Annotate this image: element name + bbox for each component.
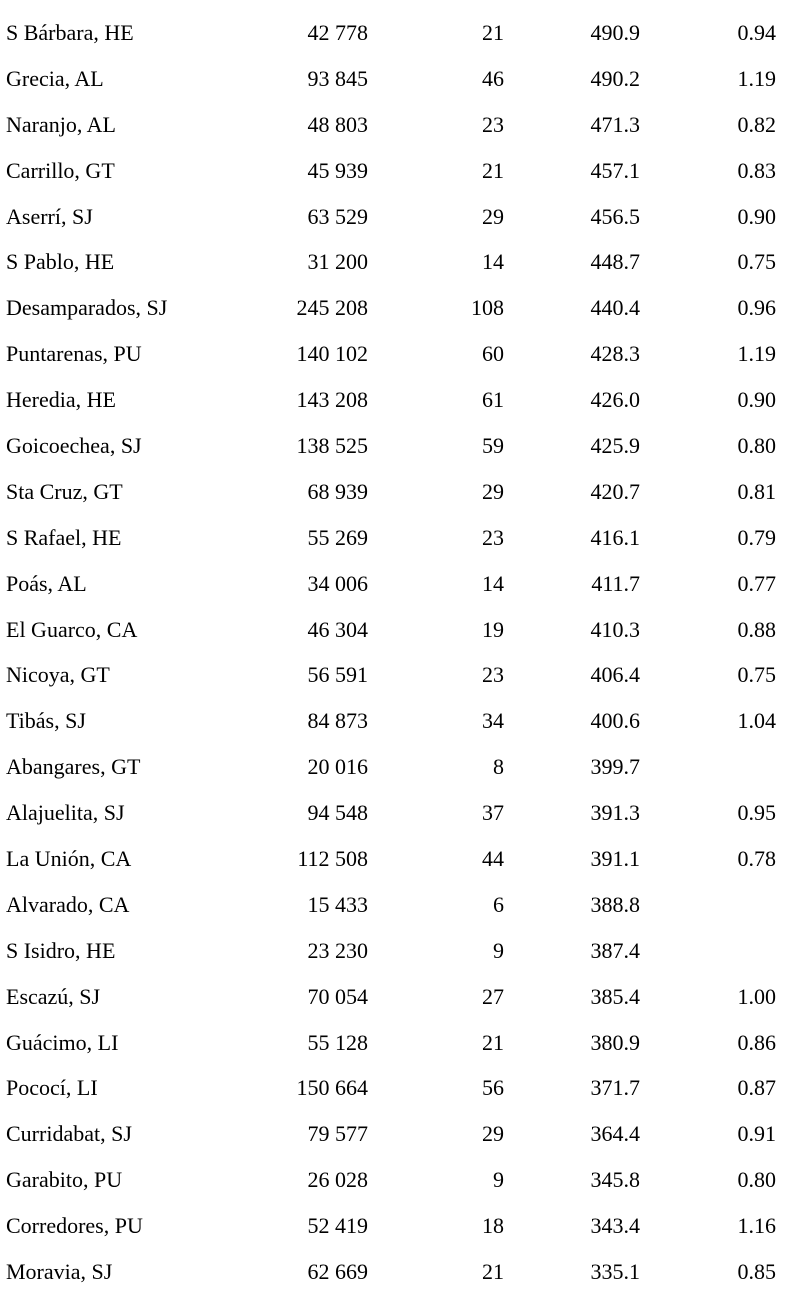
place-cell: S Rafael, HE	[6, 524, 122, 550]
table-row	[0, 1157, 802, 1203]
ratio-cell: 0.77	[737, 570, 776, 596]
ratio-cell: 0.83	[737, 157, 776, 183]
rate-cell: 471.3	[590, 111, 640, 137]
place-cell: Goicoechea, SJ	[6, 433, 142, 459]
place-cell: Moravia, SJ	[6, 1259, 113, 1285]
population-cell: 45 939	[307, 157, 368, 183]
table-row	[0, 1111, 802, 1157]
rate-cell: 410.3	[590, 616, 640, 642]
population-cell: 70 054	[307, 983, 368, 1009]
population-cell: 79 577	[307, 1121, 368, 1147]
ratio-cell: 0.95	[737, 800, 776, 826]
place-cell: S Bárbara, HE	[6, 20, 134, 45]
place-cell: Guácimo, LI	[6, 1029, 119, 1055]
population-cell: 93 845	[307, 65, 368, 91]
count-cell: 23	[482, 662, 504, 688]
population-cell: 140 102	[296, 341, 368, 367]
table-row	[0, 10, 802, 56]
count-cell: 21	[482, 157, 504, 183]
place-cell: Desamparados, SJ	[6, 295, 168, 321]
count-cell: 8	[493, 754, 504, 780]
count-cell: 37	[482, 800, 504, 826]
count-cell: 21	[482, 20, 504, 45]
count-cell: 56	[482, 1075, 504, 1101]
place-cell: La Unión, CA	[6, 846, 132, 872]
rate-cell: 448.7	[590, 249, 640, 275]
ratio-cell: 0.96	[737, 295, 776, 321]
place-cell: Garabito, PU	[6, 1167, 123, 1193]
place-cell: Tibás, SJ	[6, 708, 86, 734]
population-cell: 63 529	[307, 203, 368, 229]
place-cell: Grecia, AL	[6, 65, 104, 91]
table-row	[0, 285, 802, 331]
table-row	[0, 974, 802, 1020]
count-cell: 29	[482, 1121, 504, 1147]
population-cell: 55 269	[307, 524, 368, 550]
count-cell: 29	[482, 478, 504, 504]
rate-cell: 490.2	[590, 65, 640, 91]
ratio-cell: 0.90	[737, 203, 776, 229]
rate-cell: 335.1	[590, 1259, 640, 1285]
table-row	[0, 698, 802, 744]
rate-cell: 428.3	[590, 341, 640, 367]
population-cell: 26 028	[307, 1167, 368, 1193]
population-cell: 138 525	[296, 433, 368, 459]
table-row	[0, 607, 802, 653]
count-cell: 46	[482, 65, 504, 91]
ratio-cell: 0.94	[737, 20, 776, 45]
place-cell: Nicoya, GT	[6, 662, 110, 688]
rate-cell: 416.1	[590, 524, 640, 550]
count-cell: 44	[482, 846, 504, 872]
population-cell: 112 508	[297, 846, 368, 872]
rate-cell: 490.9	[590, 20, 640, 45]
population-cell: 245 208	[296, 295, 368, 321]
place-cell: Sta Cruz, GT	[6, 478, 123, 504]
table-row	[0, 1065, 802, 1111]
rate-cell: 457.1	[590, 157, 640, 183]
place-cell: Naranjo, AL	[6, 111, 116, 137]
rate-cell: 391.3	[590, 800, 640, 826]
count-cell: 23	[482, 524, 504, 550]
population-cell: 56 591	[307, 662, 368, 688]
ratio-cell: 1.19	[737, 65, 776, 91]
count-cell: 14	[482, 570, 504, 596]
population-cell: 42 778	[307, 20, 368, 45]
rate-cell: 426.0	[590, 387, 640, 413]
ratio-cell: 0.80	[737, 433, 776, 459]
population-cell: 20 016	[307, 754, 368, 780]
population-cell: 68 939	[307, 478, 368, 504]
rate-cell: 406.4	[590, 662, 640, 688]
table-row	[0, 239, 802, 285]
population-cell: 46 304	[307, 616, 368, 642]
count-cell: 21	[482, 1029, 504, 1055]
ratio-cell: 1.04	[737, 708, 776, 734]
table-row	[0, 331, 802, 377]
population-cell: 31 200	[307, 249, 368, 275]
rate-cell: 385.4	[590, 983, 640, 1009]
table-row	[0, 744, 802, 790]
place-cell: Alajuelita, SJ	[6, 800, 125, 826]
count-cell: 18	[482, 1213, 504, 1239]
population-cell: 48 803	[307, 111, 368, 137]
rate-cell: 380.9	[590, 1029, 640, 1055]
rate-cell: 399.7	[590, 754, 640, 780]
count-cell: 27	[482, 983, 504, 1009]
ratio-cell: 0.75	[737, 662, 776, 688]
ratio-cell: 0.81	[737, 478, 776, 504]
ratio-cell: 0.88	[737, 616, 776, 642]
table-row	[0, 928, 802, 974]
table-row	[0, 469, 802, 515]
count-cell: 6	[493, 891, 504, 917]
rate-cell: 364.4	[590, 1121, 640, 1147]
ratio-cell: 0.79	[737, 524, 776, 550]
count-cell: 9	[493, 1167, 504, 1193]
population-cell: 150 664	[296, 1075, 368, 1101]
rate-cell: 420.7	[590, 478, 640, 504]
place-cell: Curridabat, SJ	[6, 1121, 132, 1147]
count-cell: 60	[482, 341, 504, 367]
count-cell: 14	[482, 249, 504, 275]
ratio-cell: 0.75	[737, 249, 776, 275]
place-cell: Carrillo, GT	[6, 157, 115, 183]
place-cell: Heredia, HE	[6, 387, 116, 413]
table-row	[0, 882, 802, 928]
rate-cell: 411.7	[591, 570, 640, 596]
ratio-cell: 0.80	[737, 1167, 776, 1193]
rate-cell: 440.4	[590, 295, 640, 321]
population-cell: 143 208	[296, 387, 368, 413]
population-cell: 52 419	[307, 1213, 368, 1239]
rate-cell: 425.9	[590, 433, 640, 459]
ratio-cell: 0.90	[737, 387, 776, 413]
ratio-cell: 1.19	[737, 341, 776, 367]
population-cell: 15 433	[307, 891, 368, 917]
table-row	[0, 1203, 802, 1249]
count-cell: 19	[482, 616, 504, 642]
rate-cell: 388.8	[590, 891, 640, 917]
table-row	[0, 515, 802, 561]
table-row	[0, 148, 802, 194]
population-cell: 55 128	[307, 1029, 368, 1055]
place-cell: Corredores, PU	[6, 1213, 143, 1239]
ratio-cell: 0.78	[737, 846, 776, 872]
rate-cell: 391.1	[590, 846, 640, 872]
table-row	[0, 423, 802, 469]
count-cell: 21	[482, 1259, 504, 1285]
ratio-cell: 1.00	[737, 983, 776, 1009]
rate-cell: 456.5	[590, 203, 640, 229]
count-cell: 61	[482, 387, 504, 413]
count-cell: 34	[482, 708, 504, 734]
rate-cell: 387.4	[590, 937, 640, 963]
rate-cell: 400.6	[590, 708, 640, 734]
place-cell: El Guarco, CA	[6, 616, 138, 642]
table-row	[0, 56, 802, 102]
place-cell: Poás, AL	[6, 570, 87, 596]
table-row	[0, 836, 802, 882]
population-cell: 84 873	[307, 708, 368, 734]
population-cell: 34 006	[307, 570, 368, 596]
place-cell: Alvarado, CA	[6, 891, 130, 917]
rate-cell: 345.8	[590, 1167, 640, 1193]
table-row	[0, 1249, 802, 1295]
ratio-cell: 0.86	[737, 1029, 776, 1055]
place-cell: Pococí, LI	[6, 1075, 98, 1101]
table-row	[0, 790, 802, 836]
place-cell: Abangares, GT	[6, 754, 141, 780]
ratio-cell: 1.16	[737, 1213, 776, 1239]
table-row	[0, 102, 802, 148]
place-cell: S Isidro, HE	[6, 937, 116, 963]
table-row	[0, 194, 802, 240]
place-cell: Escazú, SJ	[6, 983, 101, 1009]
ratio-cell: 0.85	[737, 1259, 776, 1285]
count-cell: 59	[482, 433, 504, 459]
table-row	[0, 377, 802, 423]
table-row	[0, 561, 802, 607]
count-cell: 108	[471, 295, 504, 321]
rate-cell: 371.7	[590, 1075, 640, 1101]
population-cell: 62 669	[307, 1259, 368, 1285]
place-cell: S Pablo, HE	[6, 249, 115, 275]
table-row	[0, 652, 802, 698]
ratio-cell: 0.87	[737, 1075, 776, 1101]
count-cell: 9	[493, 937, 504, 963]
population-cell: 23 230	[307, 937, 368, 963]
population-cell: 94 548	[307, 800, 368, 826]
rate-cell: 343.4	[590, 1213, 640, 1239]
count-cell: 29	[482, 203, 504, 229]
count-cell: 23	[482, 111, 504, 137]
ratio-cell: 0.82	[737, 111, 776, 137]
ratio-cell: 0.91	[737, 1121, 776, 1147]
place-cell: Puntarenas, PU	[6, 341, 142, 367]
place-cell: Aserrí, SJ	[6, 203, 93, 229]
table-row	[0, 1020, 802, 1066]
